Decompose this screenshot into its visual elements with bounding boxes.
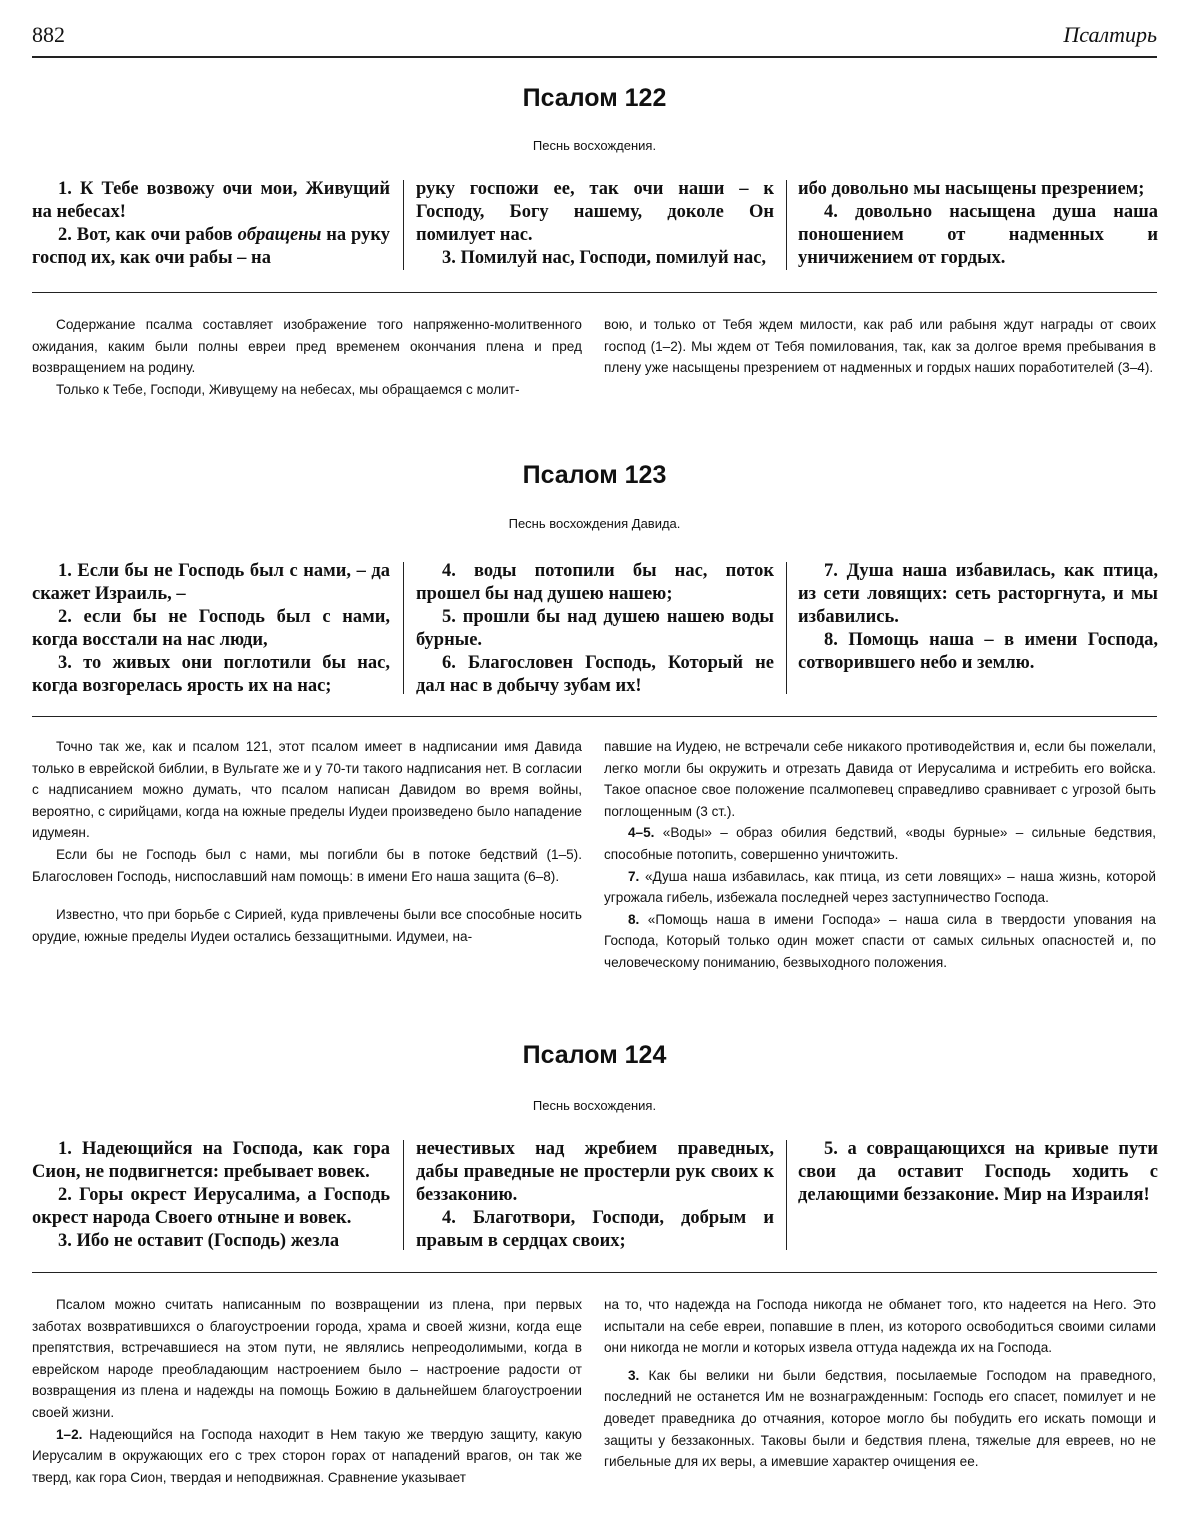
psalm-124-verses-col-3 [798,1138,1158,1207]
column-divider [403,562,404,694]
verse: 3. Ибо не оставит (Господь) жезла [58,1231,340,1251]
verse: 5. а совращающихся на кривые пути свои да оставит Господь ходить с делающими беззаконие. Мир на Израиля! [798,1139,1158,1205]
psalm-122-title: Псалом 122 [522,84,667,112]
column-divider [403,180,404,270]
psalm-123-commentary-col-2 [604,736,1156,974]
section-rule [32,292,1157,293]
commentary-paragraph: 4–5. «Воды» – образ обилия бедствий, «воды бурные» – сильные бедствия, способные потопить, совершенно уничтожить. [604,825,1156,862]
column-divider [786,1140,787,1250]
psalm-122-commentary-col-2 [604,314,1156,379]
psalm-122-verses-col-2 [416,178,774,270]
section-rule [32,1272,1157,1273]
verse: 8. Помощь наша – в имени Господа, сотворившего небо и землю. [798,630,1158,673]
verse: 4. воды потопили бы нас, поток прошел бы над душею нашею; [416,561,774,604]
verse: 6. Благословен Господь, Который не дал нас в добычу зубам их! [416,653,774,696]
column-divider [786,562,787,694]
commentary-paragraph: на то, что надежда на Господа никогда не обманет того, кто надеется на Него. Это испытали на себе евреи, попавшие в плен, из которого освободиться своими силами они никогда не могли и которых извела оттуда надежда их на Господа. [604,1297,1156,1356]
verse: 4. довольно насыщена душа наша поношением от надменных и уничижением от гордых. [798,202,1158,268]
verse: 4. Благотвори, Господи, добрым и правым в сердцах своих; [416,1208,774,1251]
psalm-123-verses-col-2 [416,560,774,698]
commentary-paragraph: Содержание псалма составляет изображение того напряженно-молитвенного ожидания, каким были полны евреи пред временем окончания плена и пред возвращением на родину. [32,317,582,376]
psalm-123-subtitle: Песнь восхождения Давида. [508,516,681,531]
verse: 3. то живых они поглотили бы нас, когда возгорелась ярость их на нас; [32,653,390,696]
verse: 2. если бы не Господь был с нами, когда восстали на нас люди, [32,607,390,650]
psalm-124-commentary-col-1 [32,1294,582,1488]
psalm-123-verses-col-1 [32,560,390,698]
commentary-paragraph: вою, и только от Тебя ждем милости, как раб или рабыня ждут награды от своих господ (1–2). Мы ждем от Тебя помилования, так, как за долгое время пребывания в плену уже насыщены презрением от надменных и гордых наших поработителей (3–4). [604,317,1156,376]
commentary-paragraph: 1–2. Надеющийся на Господа находит в Нем такую же твердую защиту, какую Иерусалим в окружающих его с трех сторон горах от нападений врагов, он так же тверд, как гора Сион, твердая и неподвижная. Сравнение указывает [32,1426,582,1485]
commentary-paragraph: Известно, что при борьбе с Сирией, куда привлечены были все способные носить орудие, южные пределы Иудеи остались беззащитными. Идумеи, на- [32,907,582,944]
commentary-paragraph: Точно так же, как и псалом 121, этот псалом имеет в надписании имя Давида только в еврейской библии, в Вульгате же и у 70-ти такого надписания нет. В согласии с надписанием можно думать, что псалом написан Давидом во время войны, вероятно, с сирийцами, когда на южные пределы Иудеи произведено было нападение идумеян. [32,739,582,841]
commentary-paragraph: 3. Как бы велики ни были бедствия, посылаемые Господом на праведного, последний не останется Им не вознагражденным: Господь его спасет, помилует и не доведет праведника до отчаяния, которое могло бы побудить его искать помощи и защиты у беззаконных. Таковы были и бедствия плена, тяжелые для евреев, но не гибельные для их веры, а имевшие характер очищения ее. [604,1367,1156,1470]
verse: 5. прошли бы над душею нашею воды бурные. [416,607,774,650]
header-rule [32,56,1157,58]
book-title: Псалтирь [1063,22,1157,47]
commentary-paragraph: 8. «Помощь наша в имени Господа» – наша сила в твердости упования на Господа, Который только один может спасти от самых сильных опасностей и, по человеческому пониманию, безвыходного положения. [604,911,1156,970]
column-divider [786,180,787,270]
verse: руку госпожи ее, так очи наши – к Господу, Богу нашему, доколе Он помилует нас. [416,179,774,245]
verse: 1. Если бы не Господь был с нами, – да скажет Израиль, – [32,561,390,604]
commentary-paragraph: 7. «Душа наша избавилась, как птица, из сети ловящих» – наша жизнь, которой угрожала гибель, избежала последней через заступничество Господа. [604,868,1156,906]
psalm-122-verses-col-3 [798,178,1158,270]
verse: 3. Помилуй нас, Господи, помилуй нас, [442,248,767,268]
psalm-122-verses-col-1 [32,178,390,270]
commentary-paragraph: Псалом можно считать написанным по возвращении из плена, при первых заботах возвратившихся о благоустроении города, храма и своей жизни, когда еще препятствия, встречавшиеся на этом пути, не являлись непреодолимыми, когда в еврейском народе преобладающим настроением было – настроение радости от возвращения из плена и надежды на помощь Божию в дальнейшем благоустроении своей жизни. [32,1297,582,1420]
psalm-123-verses-col-3 [798,560,1158,675]
section-rule [32,716,1157,717]
psalm-124-subtitle: Песнь восхождения. [532,1098,657,1113]
psalm-124-commentary-col-2 [604,1294,1156,1473]
psalm-123-title: Псалом 123 [522,461,667,489]
verse: 1. К Тебе возвожу очи мои, Живущий на небесах! [32,179,390,222]
psalm-124-verses-col-1 [32,1138,390,1253]
verse: нечестивых над жребием праведных, дабы праведные не простерли рук своих к беззаконию. [416,1139,774,1205]
psalm-122-subtitle: Песнь восхождения. [532,138,657,153]
psalm-124-title: Псалом 124 [522,1041,667,1069]
verse: 7. Душа наша избавилась, как птица, из сети ловящих: сеть расторгнута, и мы избавились. [798,561,1158,627]
psalm-124-verses-col-2 [416,1138,774,1253]
page-number: 882 [32,22,65,47]
commentary-paragraph: Только к Тебе, Господи, Живущему на небесах, мы обращаемся с молит- [56,381,520,397]
commentary-paragraph: Если бы не Господь был с нами, мы погибли бы в потоке бедствий (1–5). Благословен Господь, ниспославший нам помощь: в имени Его наша защита (6–8). [32,846,582,884]
verse: 2. Вот, как очи рабов обращены на руку господ их, как очи рабы – на [32,225,390,268]
psalm-123-commentary-col-1 [32,736,582,947]
psalm-122-commentary-col-1 [32,314,582,400]
verse: 2. Горы окрест Иерусалима, а Господь окрест народа Своего отныне и вовек. [32,1185,390,1228]
column-divider [403,1140,404,1250]
verse: 1. Надеющийся на Господа, как гора Сион, не подвигнется: пребывает вовек. [32,1139,390,1182]
commentary-paragraph: павшие на Иудею, не встречали себе никакого противодействия и, если бы пожелали, легко могли бы окружить и отрезать Давида от Иерусалима и истребить его войска. Такое опасное свое положение псалмопевец справедливо сравнивает с угрозой быть поглощенным (3 ст.). [604,739,1156,819]
verse: ибо довольно мы насыщены презрением; [798,179,1145,199]
